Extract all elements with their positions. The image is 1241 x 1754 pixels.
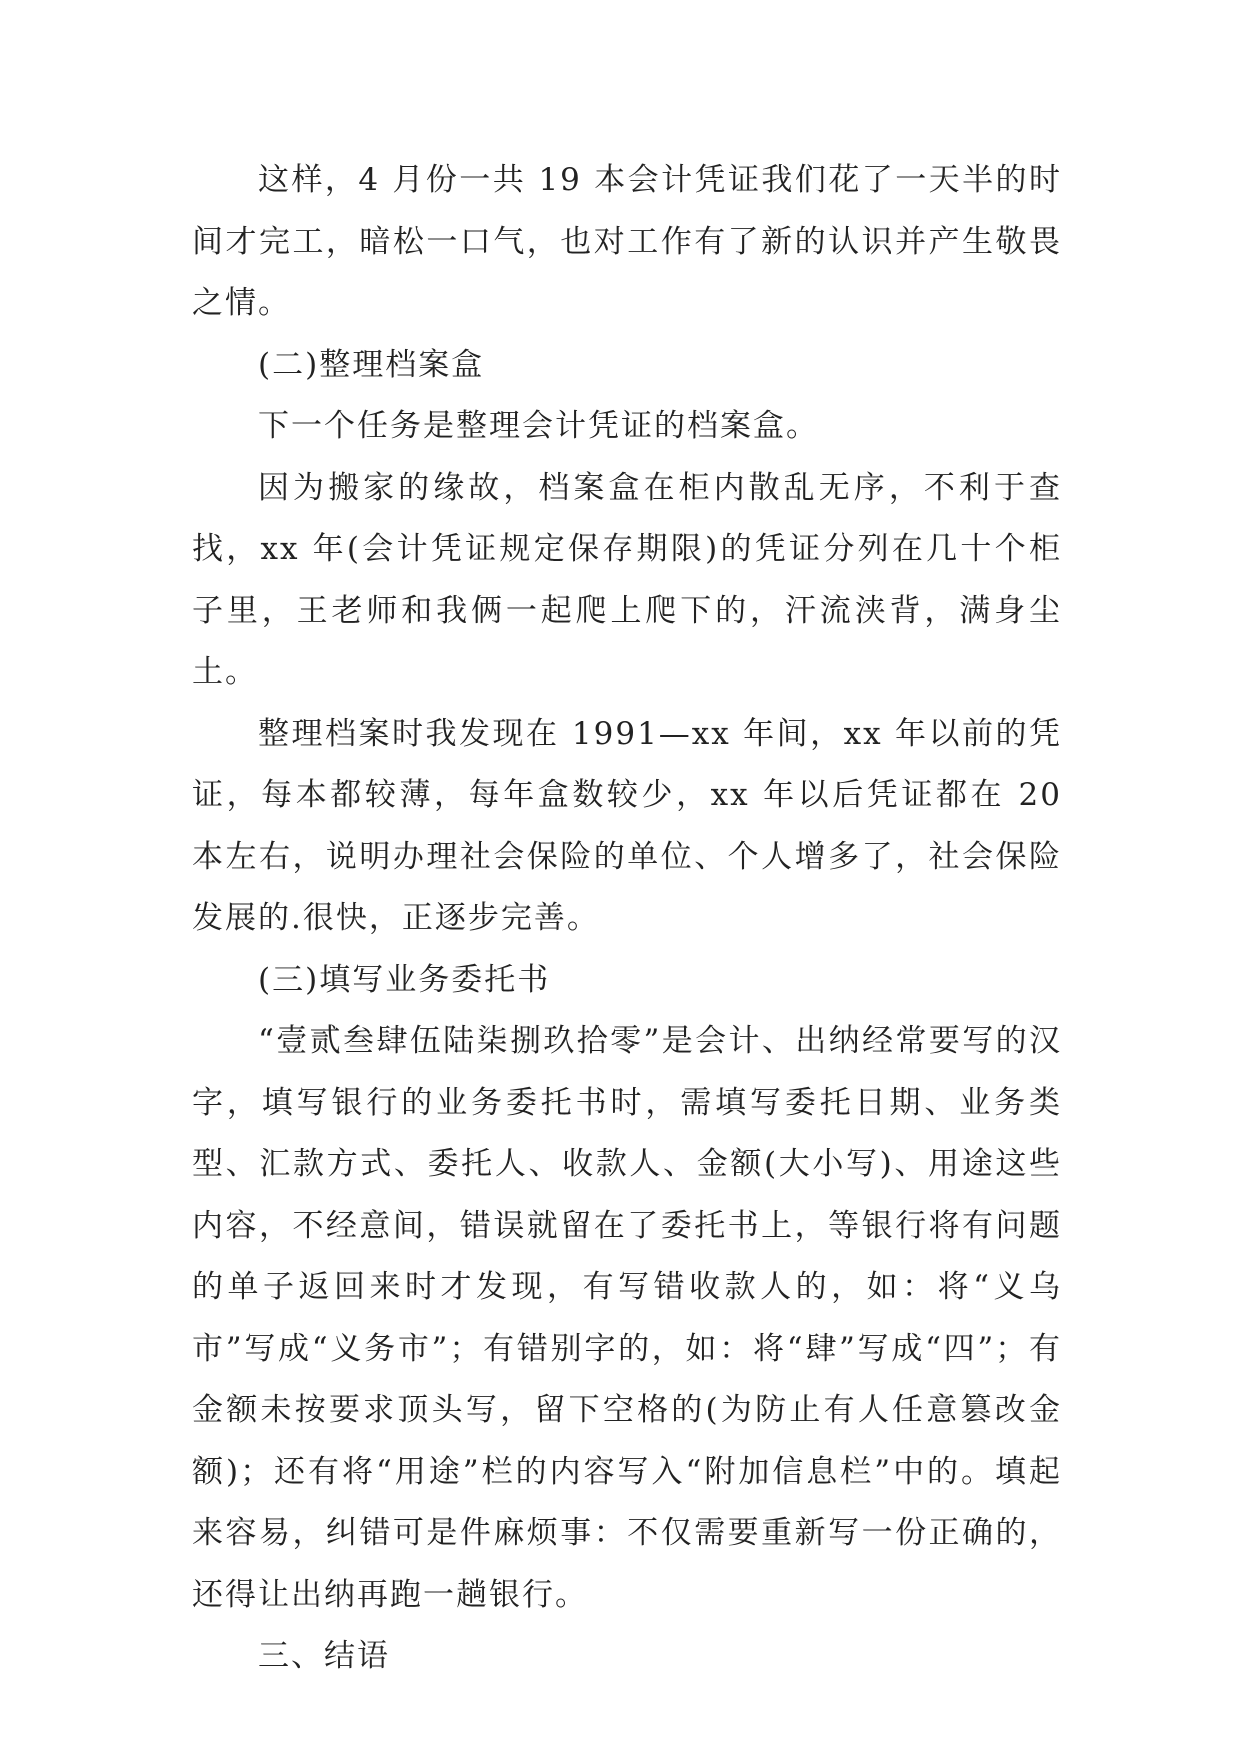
document-body bbox=[192, 150, 1062, 1688]
paragraph-archive-observation: 整理档案时我发现在 1991—xx 年间，xx 年以前的凭证，每本都较薄，每年盒数较少，xx 年以后凭证都在 20 本左右，说明办理社会保险的单位、个人增多了，社会保险发展的.很快，正逐步完善。 bbox=[192, 715, 1062, 936]
paragraph-voucher-completion: 这样，4 月份一共 19 本会计凭证我们花了一天半的时间才完工，暗松一口气，也对工作有了新的认识并产生敬畏之情。 bbox=[192, 162, 1062, 321]
section-heading-archive-boxes: (二)整理档案盒 bbox=[258, 346, 485, 383]
section-heading-conclusion: 三、结语 bbox=[258, 1638, 390, 1674]
paragraph-moving-disorder: 因为搬家的缘故，档案盒在柜内散乱无序，不利于查找，xx 年(会计凭证规定保存期限)的凭证分列在几十个柜子里，王老师和我俩一起爬上爬下的，汗流浃背，满身尘土。 bbox=[192, 469, 1062, 690]
section-heading-entrustment-letter: (三)填写业务委托书 bbox=[258, 961, 551, 998]
paragraph-next-task: 下一个任务是整理会计凭证的档案盒。 bbox=[258, 408, 819, 444]
paragraph-entrustment-errors: “壹贰叁肆伍陆柒捌玖拾零”是会计、出纳经常要写的汉字，填写银行的业务委托书时，需填写委托日期、业务类型、汇款方式、委托人、收款人、金额(大小写)、用途这些内容，不经意间，错误就留在了委托书上，等银行将有问题的单子返回来时才发现，有写错收款人的，如：将“义乌市”写成“义务市”；有错别字的，如：将“肆”写成“四”；有金额未按要求顶头写，留下空格的(为防止有人任意篡改金额)；还有将“用途”栏的内容写入“附加信息栏”中的。填起来容易，纠错可是件麻烦事：不仅需要重新写一份正确的，还得让出纳再跑一趟银行。 bbox=[192, 1023, 1062, 1613]
